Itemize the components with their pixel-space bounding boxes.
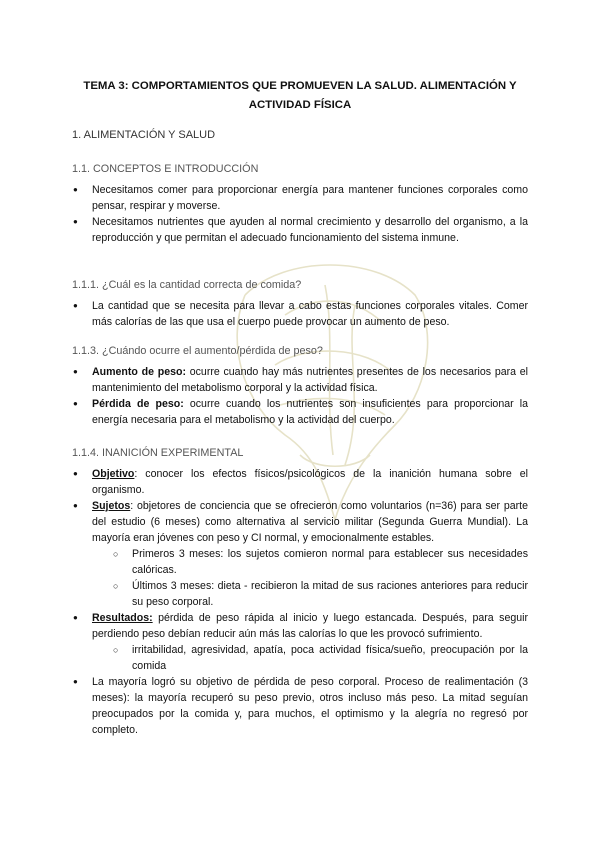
list-item-final: ● La mayoría logró su objetivo de pérdida de peso corporal. Proceso de realimentación (3 meses): la mayoría recuperó su peso previo, otros incluso más peso. La mitad seguían preocupados por la comida y, para muchos, el optimismo y la alegría no regresó por completo. bbox=[72, 674, 528, 738]
sublist-item: ○ Primeros 3 meses: los sujetos comieron normal para establecer sus necesidades calóricas. bbox=[113, 546, 528, 578]
sublist-item: ○ irritabilidad, agresividad, apatía, poca actividad física/sueño, preocupación por la comida bbox=[113, 642, 528, 674]
list-item: ● Aumento de peso: ocurre cuando hay más nutrientes presentes de los necesarios para el mantenimiento del metabolismo corporal y la actividad física. bbox=[72, 364, 528, 396]
list-item: ● Necesitamos nutrientes que ayuden al normal crecimiento y desarrollo del organismo, a la reproducción y que permitan el adecuado funcionamiento del sistema inmune. bbox=[72, 214, 528, 246]
section-heading-1: 1. ALIMENTACIÓN Y SALUD bbox=[72, 129, 216, 141]
list-1-1-4 bbox=[72, 466, 528, 738]
sublist-sujetos bbox=[92, 546, 528, 610]
list-item: ● Necesitamos comer para proporcionar energía para mantener funciones corporales como pensar, respirar y moverse. bbox=[72, 182, 528, 214]
list-1-1-1 bbox=[72, 298, 528, 330]
sublist-resultados bbox=[92, 642, 528, 674]
sublist-item: ○ Últimos 3 meses: dieta - recibieron la mitad de sus raciones anteriores para reducir su peso corporal. bbox=[113, 578, 528, 610]
section-heading-1-1-1: 1.1.1. ¿Cuál es la cantidad correcta de comida? bbox=[72, 279, 302, 291]
section-heading-1-1: 1.1. CONCEPTOS E INTRODUCCIÓN bbox=[72, 163, 259, 175]
list-1-1 bbox=[72, 182, 528, 246]
document-title: TEMA 3: COMPORTAMIENTOS QUE PROMUEVEN LA SALUD. ALIMENTACIÓN Y ACTIVIDAD FÍSICA bbox=[83, 80, 517, 111]
section-heading-1-1-4: 1.1.4. INANICIÓN EXPERIMENTAL bbox=[72, 447, 244, 459]
section-heading-1-1-3: 1.1.3. ¿Cuándo ocurre el aumento/pérdida de peso? bbox=[72, 345, 323, 357]
list-item: ● Pérdida de peso: ocurre cuando los nutrientes son insuficientes para proporcionar la energía necesaria para el metabolismo y la actividad del cuerpo. bbox=[72, 396, 528, 428]
list-1-1-3 bbox=[72, 364, 528, 428]
list-item-resultados: ● Resultados: pérdida de peso rápida al inicio y luego estancada. Después, para seguir perdiendo peso debían reducir aún más las calorías lo que les provocó sufrimiento. ○ irritabilidad, agresividad, apatía, poca actividad física/sueño, preocupación por la comida bbox=[72, 610, 528, 674]
list-item: ● La cantidad que se necesita para llevar a cabo estas funciones corporales vitales. Comer más calorías de las que usa el cuerpo puede provocar un aumento de peso. bbox=[72, 298, 528, 330]
list-item-sujetos: ● Sujetos: objetores de conciencia que se ofrecieron como voluntarios (n=36) para ser parte del estudio (6 meses) como alternativa al servicio militar (Segunda Guerra Mundial). La mayoría eran jóvenes con peso y CI normal, y emocionalmente estables. ○ Primeros 3 meses: los sujetos comieron normal para establecer sus necesidades calóricas. ○ Últimos 3 meses: dieta - recibieron la mitad de sus raciones anteriores para reducir su peso corporal. bbox=[72, 498, 528, 610]
list-item-objetivo: ● Objetivo: conocer los efectos físicos/psicológicos de la inanición humana sobre el organismo. bbox=[72, 466, 528, 498]
